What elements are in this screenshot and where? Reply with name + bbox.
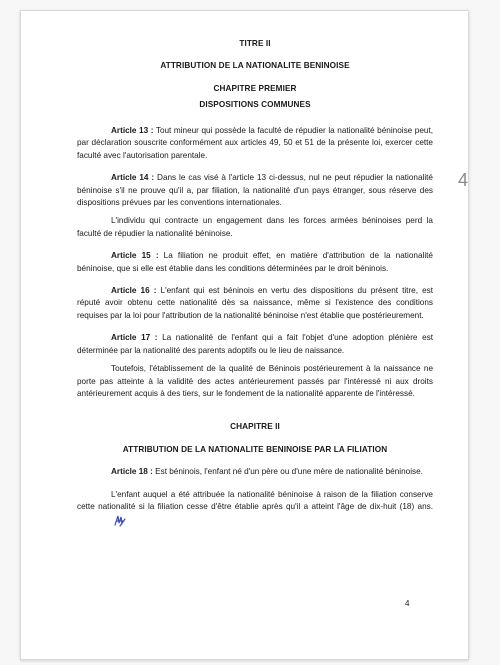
article-14-continued-text: L'individu qui contracte un engagement dans les forces armées béninoises perd la faculté de répudier la nationalité béninoise.: [77, 216, 433, 238]
article-18-label: Article 18 :: [111, 467, 153, 477]
article-13-paragraph: [77, 125, 433, 162]
article-13-label: Article 13 :: [111, 126, 154, 135]
page-number: 4: [405, 599, 410, 608]
article-17-continued-text: Toutefois, l'établissement de la qualité de Béninois postérieurement à la naissance ne porte pas atteinte à la validité des actes antérieurement passés par l'intéressé ni aux droits antérieurement acquis à des tiers, sur le fondement de la nationalité apparente de l'intéressé.: [77, 364, 433, 398]
article-18-continued-text: L'enfant auquel a été attribuée la nationalité béninoise à raison de la filiation conserve cette nationalité si la filiation cesse d'être établie après qu'il a atteint l'âge de dix-huit (18) ans.: [77, 489, 433, 512]
article-13-text: Tout mineur qui possède la faculté de répudier la nationalité béninoise peut, par déclaration souscrite conformément aux articles 49, 50 et 51 de la présente loi, exercer cette faculté avec l'autorisation parentale.: [77, 126, 433, 160]
article-18-text: Est béninois, l'enfant né d'un père ou d'une mère de nationalité béninoise.: [152, 467, 423, 477]
article-15-paragraph: [77, 250, 433, 275]
signature-mark: [79, 514, 127, 532]
article-18-paragraph: [77, 466, 433, 478]
attribution-filiation-heading: ATTRIBUTION DE LA NATIONALITE BENINOISE PAR LA FILIATION: [122, 445, 388, 455]
titre-heading: TITRE II: [239, 39, 271, 48]
chapitre-premier-heading: CHAPITRE PREMIER: [213, 84, 297, 93]
article-17-label: Article 17 :: [111, 333, 158, 343]
article-17-text: La nationalité de l'enfant qui a fait l'objet d'une adoption plénière est déterminée par la nationalité des parents adoptifs ou le lieu de naissance.: [77, 333, 433, 355]
article-14-label: Article 14 :: [111, 173, 155, 183]
chapitre-ii-heading: CHAPITRE II: [230, 422, 280, 432]
handwritten-signature-icon: [113, 514, 127, 528]
article-14-continued-paragraph: [77, 215, 433, 240]
article-16-label: Article 16 :: [111, 286, 157, 296]
document-page: [20, 10, 469, 660]
article-17-continued-paragraph: [77, 363, 433, 400]
article-17-paragraph: [77, 332, 433, 357]
dispositions-communes-heading: DISPOSITIONS COMMUNES: [199, 100, 311, 109]
article-14-paragraph: [77, 172, 433, 209]
article-14-text: Dans le cas visé à l'article 13 ci-dessus, nul ne peut répudier la nationalité béninoise s'il ne prouve qu'il a, par filiation, la nationalité d'un pays étranger, sous réserve des dispositions prévues par les conventions internationales.: [77, 173, 433, 208]
article-18-continued-paragraph: [77, 489, 433, 532]
article-15-label: Article 15 :: [111, 251, 159, 261]
document-content: [77, 39, 433, 532]
article-16-paragraph: [77, 285, 433, 322]
article-16-text: L'enfant qui est béninois en vertu des dispositions du présent titre, est réputé avoir obtenu cette nationalité dès sa naissance, même si l'existence des conditions requises par la loi pour l'attribution de la nationalité béninoise n'est établie que postérieurement.: [77, 286, 433, 320]
side-page-number: 4: [458, 170, 469, 190]
article-15-text: La filiation ne produit effet, en matière d'attribution de la nationalité béninoise, que si elle est établie dans les conditions déterminées par le droit béninois.: [77, 251, 433, 273]
attribution-heading: ATTRIBUTION DE LA NATIONALITE BENINOISE: [160, 61, 350, 70]
